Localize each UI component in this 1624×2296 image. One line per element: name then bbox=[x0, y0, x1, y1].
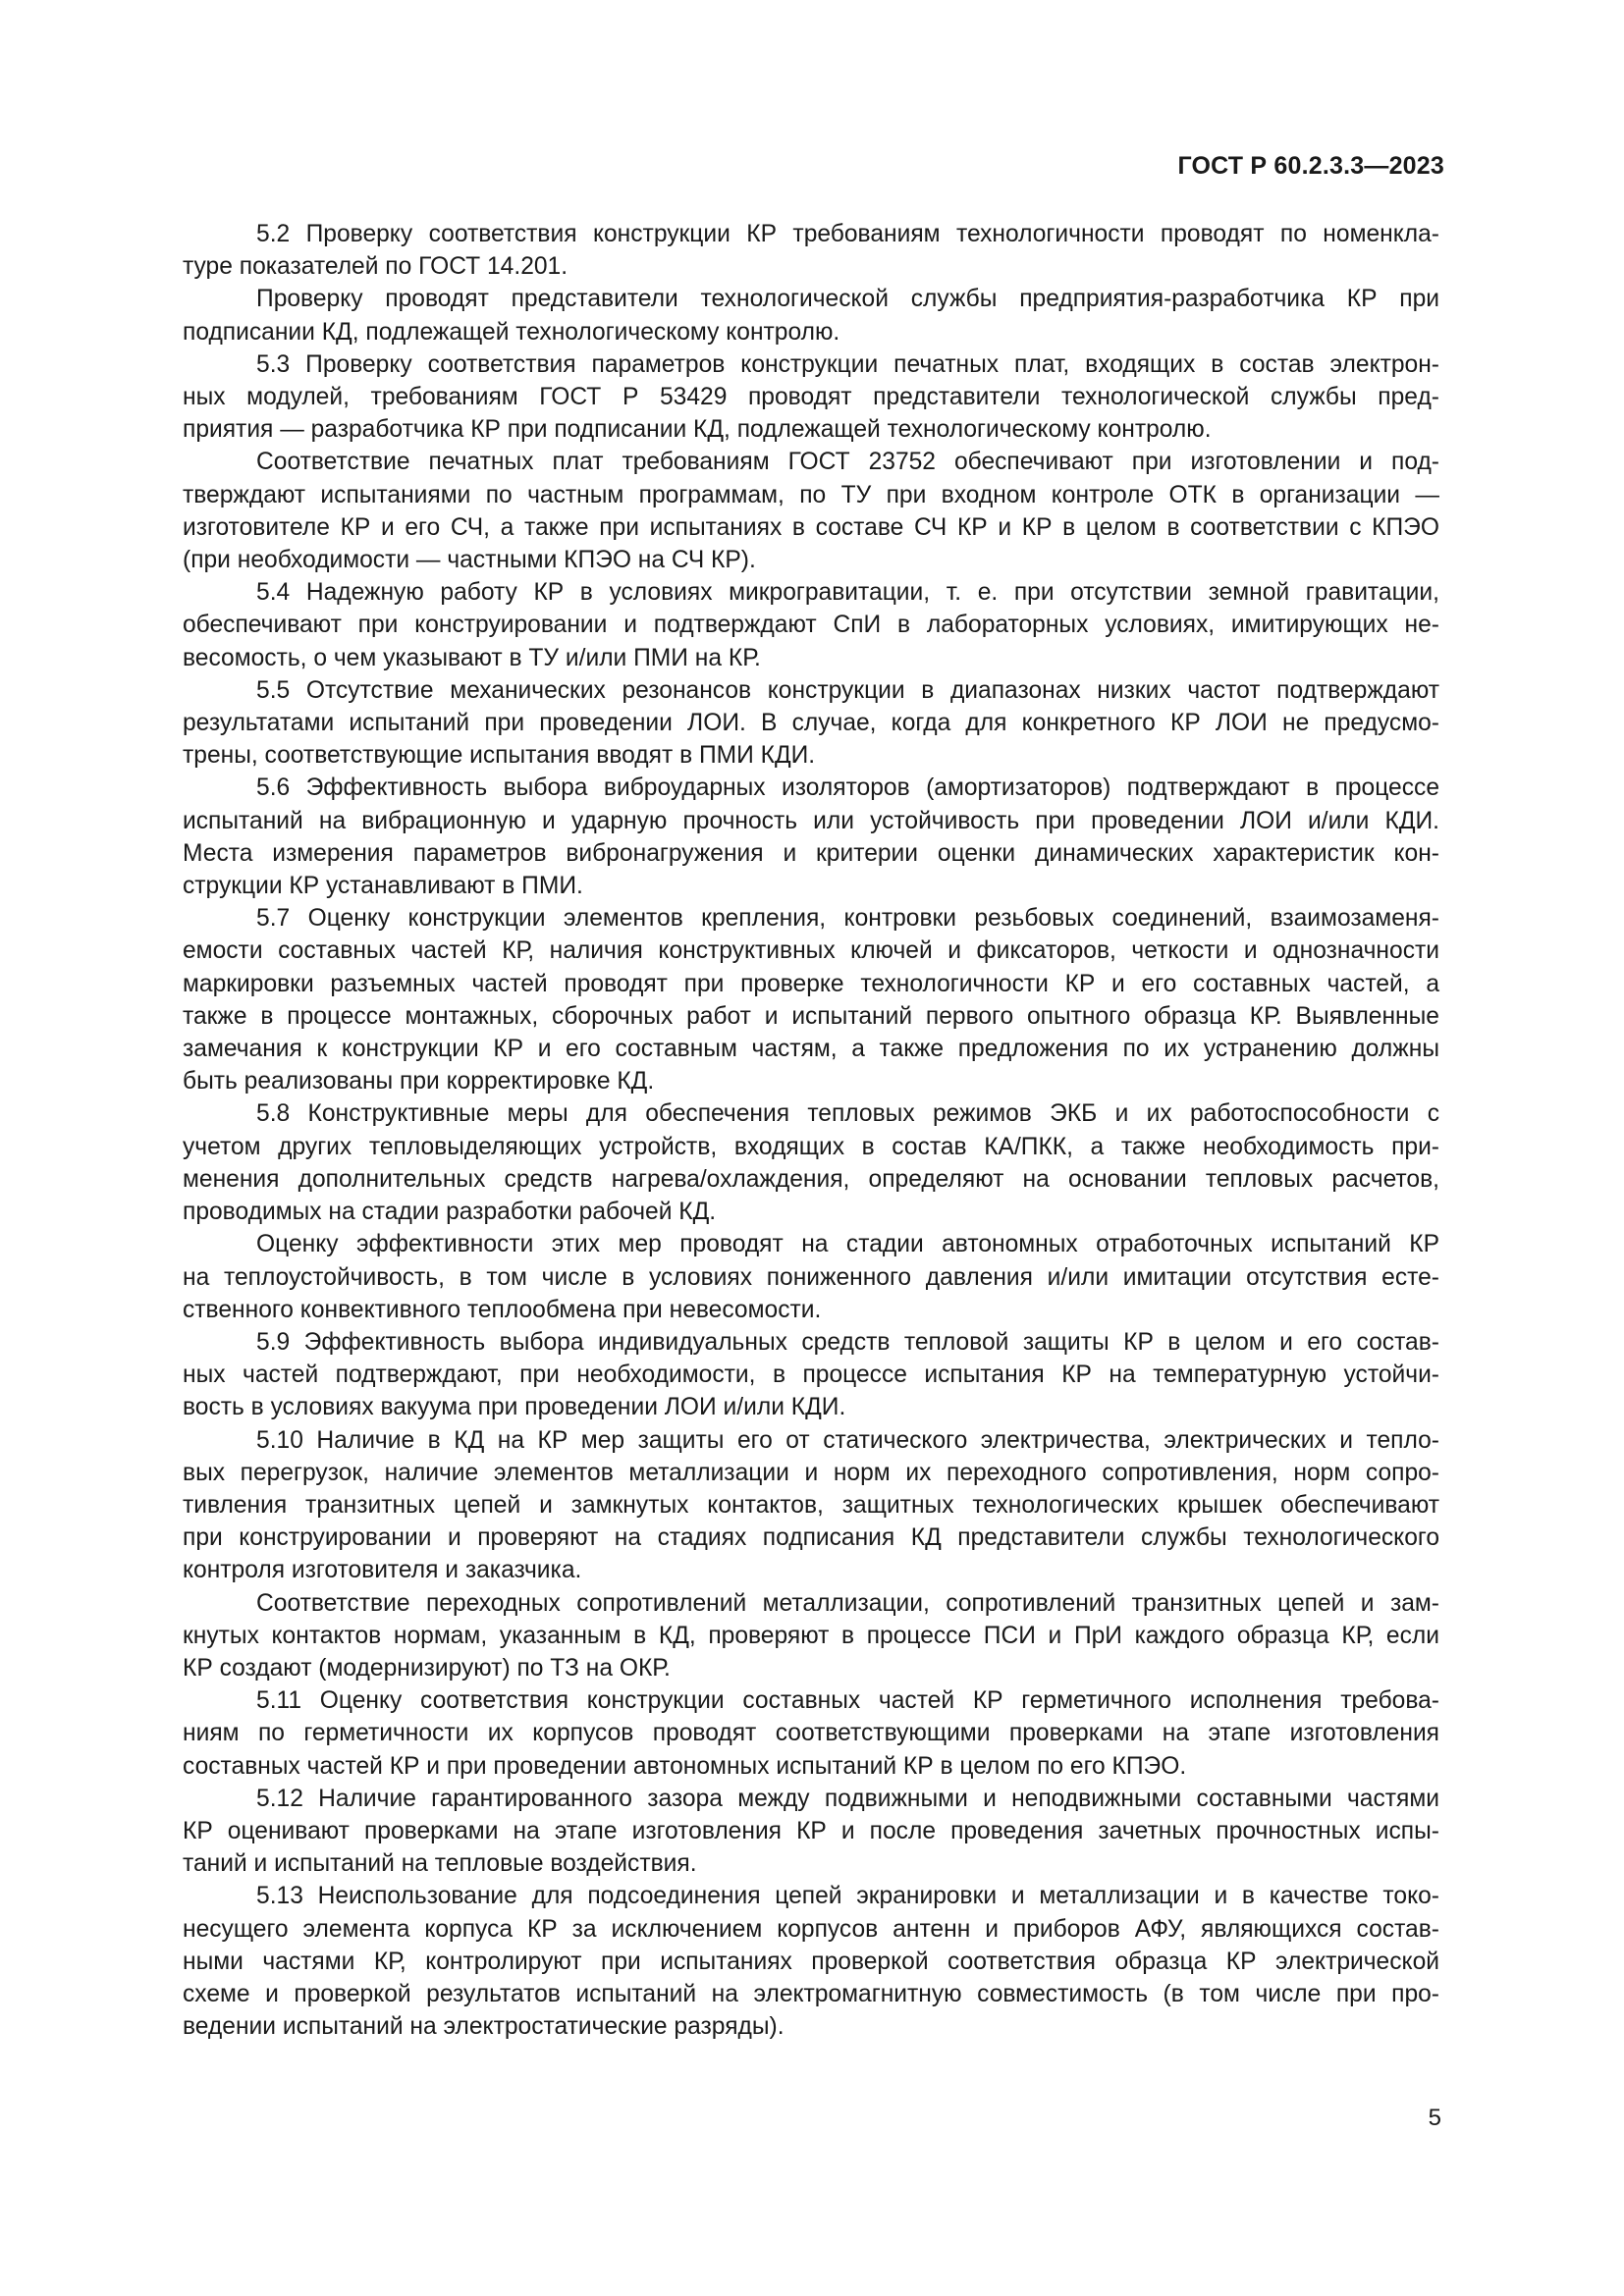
paragraph bbox=[183, 1228, 1439, 1326]
text-line: весомость, о чем указывают в ТУ и/или ПМИ на КР. bbox=[183, 644, 761, 671]
text-line: 5.6 Эффективность выбора виброударных изоляторов (амортизаторов) подтверждают в процессе bbox=[256, 774, 1439, 802]
paragraph bbox=[183, 283, 1439, 347]
text-line: контроля изготовителя и заказчика. bbox=[183, 1557, 582, 1584]
text-line: 5.4 Надежную работу КР в условиях микрогравитации, т. е. при отсутствии земной гравитации, bbox=[256, 579, 1439, 607]
text-line: ных частей подтверждают, при необходимости, в процессе испытания КР на температурную устойчи- bbox=[183, 1362, 1439, 1389]
text-line: тивления транзитных цепей и замкнутых контактов, защитных технологических крышек обеспечивают bbox=[183, 1491, 1439, 1519]
text-line: составных частей КР и при проведении автономных испытаний КР в целом по его КПЭО. bbox=[183, 1752, 1187, 1780]
text-line: несущего элемента корпуса КР за исключением корпусов антенн и приборов АФУ, являющихся состав- bbox=[183, 1915, 1439, 1943]
document-body bbox=[183, 218, 1439, 2043]
page-number: 5 bbox=[1428, 2105, 1441, 2131]
text-line: туре показателей по ГОСТ 14.201. bbox=[183, 253, 568, 281]
text-line: менения дополнительных средств нагрева/охлаждения, определяют на основании тепловых расчетов, bbox=[183, 1165, 1439, 1193]
paragraph bbox=[183, 1097, 1439, 1228]
text-line: также в процессе монтажных, сборочных работ и испытаний первого опытного образца КР. Выявленные bbox=[183, 1002, 1439, 1030]
text-line: замечания к конструкции КР и его составным частям, а также предложения по их устранению должны bbox=[183, 1036, 1439, 1063]
text-line: ведении испытаний на электростатические разряды). bbox=[183, 2013, 785, 2041]
text-line: обеспечивают при конструировании и подтверждают СпИ в лабораторных условиях, имитирующих не- bbox=[183, 612, 1439, 639]
paragraph bbox=[183, 1587, 1439, 1685]
paragraph bbox=[183, 218, 1439, 283]
text-line: тверждают испытаниями по частным программам, по ТУ при входном контроле ОТК в организации — bbox=[183, 481, 1439, 508]
paragraph bbox=[183, 446, 1439, 576]
text-line: трены, соответствующие испытания вводят в ПМИ КДИ. bbox=[183, 742, 816, 770]
text-line: ственного конвективного теплообмена при невесомости. bbox=[183, 1296, 822, 1323]
paragraph bbox=[183, 1880, 1439, 2043]
paragraph bbox=[183, 902, 1439, 1097]
text-line: емости составных частей КР, наличия конструктивных ключей и фиксаторов, четкости и однозначности bbox=[183, 937, 1439, 965]
text-line: испытаний на вибрационную и ударную прочность или устойчивость при проведении ЛОИ и/или КДИ. bbox=[183, 807, 1439, 834]
text-line: Места измерения параметров вибронагружения и критерии оценки динамических характеристик кон- bbox=[183, 839, 1439, 867]
paragraph bbox=[183, 772, 1439, 902]
text-line: КР создают (модернизируют) по ТЗ на ОКР. bbox=[183, 1654, 671, 1682]
paragraph bbox=[183, 1424, 1439, 1587]
text-line: КР оценивают проверками на этапе изготовления КР и после проведения зачетных прочностных испы- bbox=[183, 1817, 1439, 1844]
document-code-header: ГОСТ Р 60.2.3.3—2023 bbox=[1177, 152, 1444, 180]
paragraph bbox=[183, 348, 1439, 447]
text-line: 5.5 Отсутствие механических резонансов конструкции в диапазонах низких частот подтверждают bbox=[256, 676, 1439, 704]
text-line: быть реализованы при корректировке КД. bbox=[183, 1068, 655, 1095]
text-line: изготовителе КР и его СЧ, а также при испытаниях в составе СЧ КР и КР в целом в соответствии с КПЭО bbox=[183, 513, 1439, 541]
text-line: ных модулей, требованиям ГОСТ Р 53429 проводят представители технологической службы пред- bbox=[183, 384, 1439, 411]
text-line: приятия — разработчика КР при подписании КД, подлежащей технологическому контролю. bbox=[183, 416, 1212, 444]
text-line: 5.9 Эффективность выбора индивидуальных средств тепловой защиты КР в целом и его состав- bbox=[256, 1328, 1439, 1356]
text-line: кнутых контактов нормам, указанным в КД, проверяют в процессе ПСИ и ПрИ каждого образца КР, если bbox=[183, 1622, 1439, 1649]
text-line: струкции КР устанавливают в ПМИ. bbox=[183, 873, 583, 900]
text-line: ниям по герметичности их корпусов проводят соответствующими проверками на этапе изготовления bbox=[183, 1720, 1439, 1747]
text-line: подписании КД, подлежащей технологическому контролю. bbox=[183, 318, 840, 346]
text-line: Проверку проводят представители технологической службы предприятия-разработчика КР при bbox=[256, 286, 1439, 313]
text-line: проводимых на стадии разработки рабочей КД. bbox=[183, 1199, 717, 1226]
text-line: 5.8 Конструктивные меры для обеспечения тепловых режимов ЭКБ и их работоспособности с bbox=[256, 1100, 1439, 1128]
text-line: 5.3 Проверку соответствия параметров конструкции печатных плат, входящих в состав электрон- bbox=[256, 350, 1439, 378]
paragraph bbox=[183, 1684, 1439, 1783]
text-line: Соответствие печатных плат требованиям ГОСТ 23752 обеспечивают при изготовлении и под- bbox=[256, 449, 1439, 476]
text-line: 5.11 Оценку соответствия конструкции составных частей КР герметичного исполнения требова- bbox=[256, 1687, 1439, 1715]
paragraph bbox=[183, 576, 1439, 674]
text-line: (при необходимости — частными КПЭО на СЧ КР). bbox=[183, 547, 756, 574]
text-line: на теплоустойчивость, в том числе в условиях пониженного давления и/или имитации отсутствия есте- bbox=[183, 1263, 1439, 1291]
text-line: 5.7 Оценку конструкции элементов крепления, контровки резьбовых соединений, взаимозаменя- bbox=[256, 905, 1439, 933]
text-line: Соответствие переходных сопротивлений металлизации, сопротивлений транзитных цепей и зам- bbox=[256, 1589, 1439, 1617]
text-line: результатами испытаний при проведении ЛОИ. В случае, когда для конкретного КР ЛОИ не предусмо- bbox=[183, 710, 1439, 737]
text-line: 5.10 Наличие в КД на КР мер защиты его от статического электричества, электрических и тепло- bbox=[256, 1426, 1439, 1454]
text-line: Оценку эффективности этих мер проводят на стадии автономных отработочных испытаний КР bbox=[256, 1231, 1439, 1258]
text-line: учетом других тепловыделяющих устройств, входящих в состав КА/ПКК, а также необходимость при- bbox=[183, 1133, 1439, 1160]
text-line: 5.2 Проверку соответствия конструкции КР требованиям технологичности проводят по номенкла- bbox=[256, 221, 1439, 247]
text-line: вость в условиях вакуума при проведении ЛОИ и/или КДИ. bbox=[183, 1394, 846, 1421]
text-line: таний и испытаний на тепловые воздействия. bbox=[183, 1850, 697, 1878]
text-line: 5.12 Наличие гарантированного зазора между подвижными и неподвижными составными частями bbox=[256, 1785, 1439, 1812]
paragraph bbox=[183, 1783, 1439, 1881]
text-line: вых перегрузок, наличие элементов металлизации и норм их переходного сопротивления, норм сопро- bbox=[183, 1459, 1439, 1486]
text-line: при конструировании и проверяют на стадиях подписания КД представители службы технологического bbox=[183, 1524, 1439, 1552]
text-line: маркировки разъемных частей проводят при проверке технологичности КР и его составных частей, а bbox=[183, 970, 1439, 997]
text-line: схеме и проверкой результатов испытаний на электромагнитную совместимость (в том числе при про- bbox=[183, 1980, 1439, 2007]
text-line: 5.13 Неиспользование для подсоединения цепей экранировки и металлизации и в качестве токо- bbox=[256, 1883, 1439, 1910]
text-line: ными частями КР, контролируют при испытаниях проверкой соответствия образца КР электрической bbox=[183, 1948, 1439, 1975]
paragraph bbox=[183, 674, 1439, 773]
paragraph bbox=[183, 1326, 1439, 1424]
